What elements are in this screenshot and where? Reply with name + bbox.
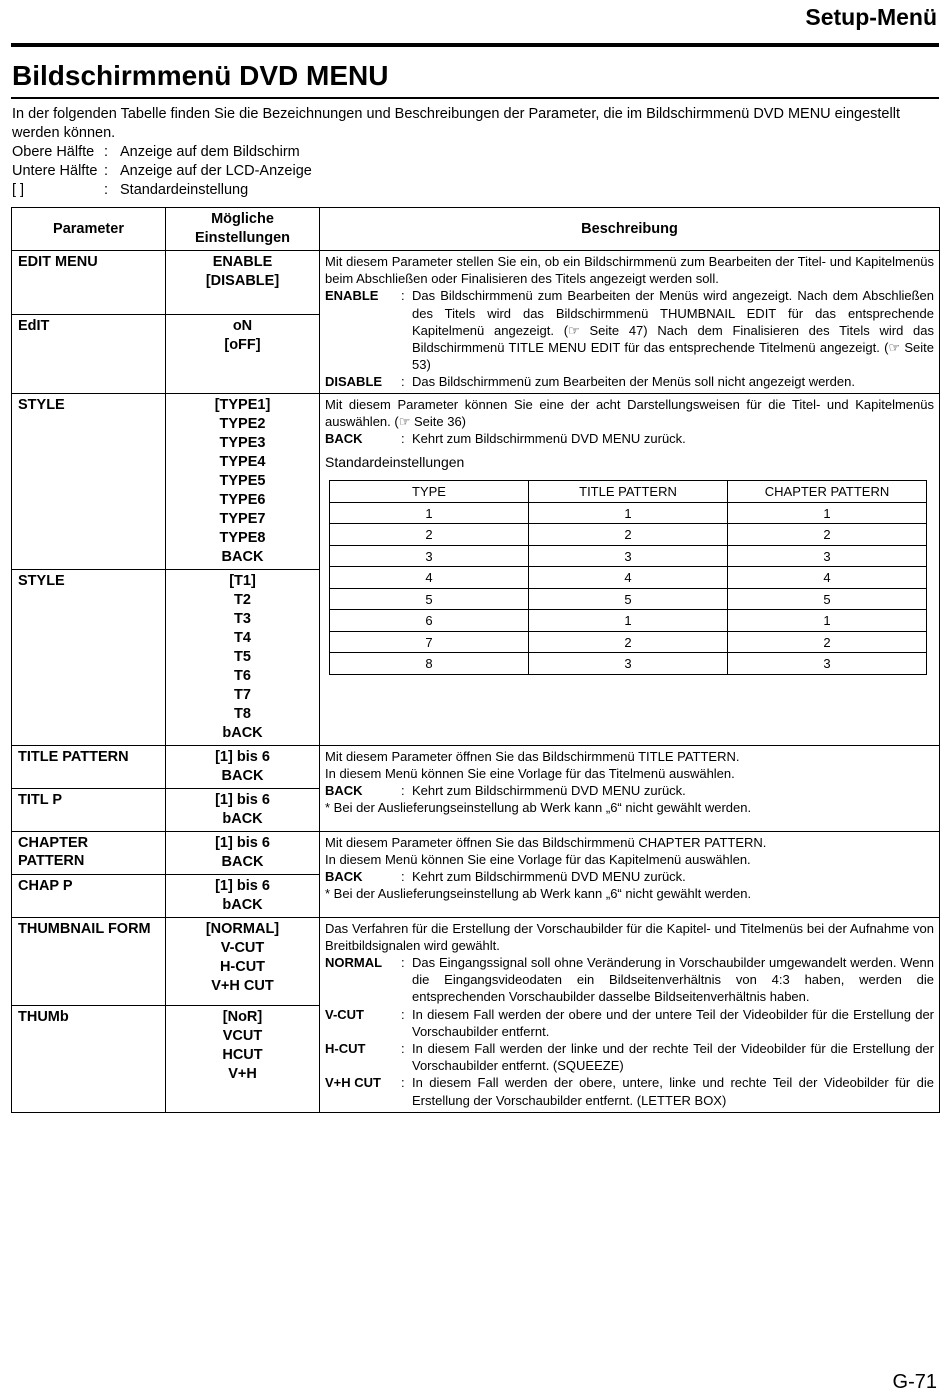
defaults-cell: 4 [728,567,927,589]
setting-option: bACK [222,896,263,913]
defaults-row [330,567,927,589]
defaults-label: Standardeinstellungen [325,454,465,471]
table-row [12,251,940,315]
item-text: In diesem Fall werden der linke und der rechte Teil der Videobilder für die Erstellung der Vorschaubilder entfernt. (SQUEEZE) [412,1041,934,1074]
description-note: * Bei der Auslieferungseinstellung ab Werk kann „6“ nicht gewählt werden. [325,800,752,816]
header-parameter: Parameter [12,208,166,251]
description-line: Mit diesem Parameter öffnen Sie das Bildschirmmenü TITLE PATTERN. [325,748,740,764]
setting-option: [T1] [229,572,256,589]
section-title: Setup-Menü [805,4,937,30]
defaults-cell: 2 [529,631,728,653]
item-text: In diesem Fall werden der obere und der untere Teil der Videobilder für die Erstellung der Vorschaubilder entfernt. [412,1006,934,1039]
settings-lcd [166,874,320,917]
settings-lcd [166,788,320,831]
table-row [12,745,940,788]
defaults-cell: 3 [728,653,927,675]
description-chapter-pattern [320,831,940,917]
header-rule [11,43,939,47]
item-key: V+H CUT [325,1075,381,1091]
legend-key: [ ] [12,182,25,198]
defaults-cell: 4 [529,567,728,589]
param-lcd: EdIT [12,315,166,393]
header-settings [166,208,320,251]
setting-option: ENABLE [212,254,273,270]
settings-lcd [166,1005,320,1112]
header-settings-line: Einstellungen [194,230,291,246]
setting-option: oN [232,318,253,335]
item-text: In diesem Fall werden der obere, untere, linke und rechte Teil der Videobilder für die Erstellung der Vorschaubilder entfernt. (LETTER BOX) [412,1075,934,1108]
defaults-cell: 1 [330,502,529,524]
setting-option: BACK [221,767,264,784]
setting-option: V-CUT [220,939,265,956]
setting-option: [1] bis 6 [215,748,270,765]
defaults-row [330,653,927,675]
setting-option: TYPE2 [219,415,266,432]
legend-sep: : [104,163,109,179]
setting-option: [1] bis 6 [215,877,270,894]
setting-option: T5 [234,648,251,665]
param-screen: TITLE PATTERN [12,745,166,788]
defaults-cell: 5 [529,588,728,610]
param-lcd: STYLE [12,569,166,745]
description-item: NORMAL : Das Eingangssignal soll ohne Veränderung in Vorschaubilder umgewandelt werden. Wenn die Eingangsvideodaten ein Bildseitenverhältnis von 4:3 haben, werden die entsprechenden Vorschaubilder dasselbe Bildseitenverhältnis haben. [325,955,934,1005]
defaults-row [330,524,927,546]
defaults-cell: 3 [728,545,927,567]
settings-screen [166,393,320,569]
settings-screen [166,251,320,315]
setting-option: [TYPE1] [214,396,271,413]
defaults-header: TITLE PATTERN [529,481,728,503]
legend-value: Anzeige auf der LCD-Anzeige [120,163,312,179]
description-item: BACK : Kehrt zum Bildschirmmenü DVD MENU zurück. [325,868,934,885]
setting-option: bACK [222,724,263,741]
param-lcd: THUMb [12,1005,166,1112]
setting-option: V+H CUT [211,977,274,994]
header-settings-line: Mögliche [211,211,274,227]
table-row [12,393,940,569]
item-key: BACK [325,869,363,885]
legend-value: Anzeige auf dem Bildschirm [120,144,300,160]
param-screen: EDIT MENU [12,251,166,315]
description-line: Mit diesem Parameter öffnen Sie das Bildschirmmenü CHAPTER PATTERN. [325,834,767,850]
settings-screen [166,917,320,1005]
description-title-pattern [320,745,940,831]
setting-option: TYPE4 [219,453,266,470]
defaults-row [330,631,927,653]
defaults-cell: 8 [330,653,529,675]
defaults-cell: 3 [529,545,728,567]
description-item: H-CUT : In diesem Fall werden der linke und der rechte Teil der Videobilder für die Erstellung der Vorschaubilder entfernt. (SQUEEZE) [325,1041,934,1074]
description-edit-menu [320,251,940,394]
item-key: BACK [325,431,363,447]
defaults-cell: 5 [330,588,529,610]
defaults-cell: 1 [529,502,728,524]
defaults-header: TYPE [330,481,529,503]
item-text: Das Bildschirmmenü zum Bearbeiten der Menüs wird angezeigt. Nach dem Abschließen des Titels wird das Bildschirmmenü THUMBNAIL EDIT für das entsprechende Kapitelmenü angezeigt. (☞ Seite 47) Nach dem Finalisieren des Titels wird das Bildschirmmenü TITLE MENU EDIT für das entsprechende Titelmenü angezeigt. (☞ Seite 53) [412,288,934,373]
defaults-cell: 4 [330,567,529,589]
setting-option: VCUT [222,1027,263,1044]
setting-option: TYPE8 [219,529,266,546]
setting-option: [NORMAL] [205,920,280,937]
param-screen-line: PATTERN [18,852,85,869]
param-lcd: TITL P [12,788,166,831]
defaults-cell: 6 [330,610,529,632]
defaults-cell: 5 [728,588,927,610]
item-key: ENABLE [325,288,379,304]
setting-option: V+H [228,1065,257,1082]
setting-option: T4 [234,629,251,646]
item-key: NORMAL [325,955,383,971]
legend-key: Untere Hälfte [12,163,98,179]
legend-key: Obere Hälfte [12,144,95,160]
item-text: Kehrt zum Bildschirmmenü DVD MENU zurück. [412,431,686,447]
description-style [320,393,940,745]
item-key: DISABLE [325,374,383,390]
defaults-body [330,502,927,674]
setting-option: [1] bis 6 [215,834,270,851]
description-text: Das Verfahren für die Erstellung der Vorschaubilder für die Kapitel- und Titelmenüs bei der Aufnahme von Breitbildsignalen wird gewählt. [325,920,934,953]
defaults-cell: 1 [728,610,927,632]
table-header-row [12,208,940,251]
defaults-cell: 1 [728,502,927,524]
item-key: BACK [325,783,363,799]
setting-option: [DISABLE] [205,273,280,289]
param-screen: STYLE [12,393,166,569]
intro-paragraph [12,105,938,143]
setting-option: TYPE6 [219,491,266,508]
defaults-header-row [330,481,927,503]
description-item: DISABLE : Das Bildschirmmenü zum Bearbeiten der Menüs soll nicht angezeigt werden. [325,373,934,390]
item-text: Das Eingangssignal soll ohne Veränderung in Vorschaubilder umgewandelt werden. Wenn die Eingangsvideodaten ein Bildseitenverhältnis von 4:3 haben, werden die entsprechenden Vorschaubilder dasselbe Bildseitenverhältnis haben. [412,955,934,1005]
setting-option: T2 [234,591,251,608]
defaults-table [329,480,927,675]
defaults-row [330,545,927,567]
setting-option: BACK [221,853,264,870]
description-note: * Bei der Auslieferungseinstellung ab Werk kann „6“ nicht gewählt werden. [325,886,752,902]
description-item: V+H CUT : In diesem Fall werden der obere, untere, linke und rechte Teil der Videobilder für die Erstellung der Vorschaubilder entfernt. (LETTER BOX) [325,1075,934,1108]
description-item: V-CUT : In diesem Fall werden der obere und der untere Teil der Videobilder für die Erstellung der Vorschaubilder entfernt. [325,1006,934,1039]
item-text: Kehrt zum Bildschirmmenü DVD MENU zurück. [412,869,686,885]
page-title: Bildschirmmenü DVD MENU [12,60,389,91]
defaults-cell: 7 [330,631,529,653]
table-row [12,831,940,874]
description-item: ENABLE : Das Bildschirmmenü zum Bearbeiten der Menüs wird angezeigt. Nach dem Abschließen des Titels wird das Bildschirmmenü THUMBNAIL EDIT für das entsprechende Kapitelmenü angezeigt. (☞ Seite 47) Nach dem Finalisieren des Titels wird das Bildschirmmenü TITLE MENU EDIT für das entsprechende Titelmenü angezeigt. (☞ Seite 53) [325,288,934,373]
setting-option: T7 [234,686,251,703]
settings-screen [166,831,320,874]
defaults-row [330,588,927,610]
header-description: Beschreibung [320,208,940,251]
param-lcd: CHAP P [12,874,166,917]
defaults-cell: 2 [728,524,927,546]
table-row [12,917,940,1005]
setting-option: BACK [221,548,264,565]
setting-option: HCUT [222,1046,263,1063]
defaults-cell: 2 [529,524,728,546]
description-line: In diesem Menü können Sie eine Vorlage für das Kapitelmenü auswählen. [325,851,751,867]
setting-option: T6 [234,667,251,684]
param-screen [12,831,166,874]
setting-option: [NoR] [222,1008,263,1025]
parameter-table [11,207,940,1113]
setting-option: TYPE5 [219,472,266,489]
setting-option: bACK [222,810,263,827]
defaults-row [330,502,927,524]
setting-option: H-CUT [219,958,266,975]
settings-lcd [166,569,320,745]
legend-value: Standardeinstellung [120,182,249,198]
description-text: Mit diesem Parameter stellen Sie ein, ob ein Bildschirmmenü zum Bearbeiten der Titel- und Kapitelmenüs beim Abschließen oder Finalisieren des Titels angezeigt werden soll. [325,254,934,287]
description-thumbnail-form [320,917,940,1112]
setting-option: T8 [234,705,251,722]
page-number: G-71 [892,1371,937,1393]
item-text: Das Bildschirmmenü zum Bearbeiten der Menüs soll nicht angezeigt werden. [412,374,855,390]
description-text: Mit diesem Parameter können Sie eine der acht Darstellungsweisen für die Titel- und Kapitelmenüs auswählen. (☞ Seite 36) [325,396,934,429]
legend-sep: : [104,182,109,198]
defaults-cell: 3 [529,653,728,675]
intro-text: In der folgenden Tabelle finden Sie die Bezeichnungen und Beschreibungen der Parameter, die im Bildschirmmenü DVD MENU eingestellt werden können. [12,106,900,141]
setting-option: TYPE7 [219,510,266,527]
settings-screen [166,745,320,788]
defaults-cell: 1 [529,610,728,632]
description-item: BACK : Kehrt zum Bildschirmmenü DVD MENU zurück. [325,430,934,447]
title-rule [11,97,939,99]
item-key: H-CUT [325,1041,366,1057]
setting-option: TYPE3 [219,434,266,451]
setting-option: [1] bis 6 [215,791,270,808]
settings-lcd [166,315,320,393]
defaults-cell: 2 [330,524,529,546]
setting-option: T3 [234,610,251,627]
defaults-row [330,610,927,632]
legend-sep: : [104,144,109,160]
description-line: In diesem Menü können Sie eine Vorlage für das Titelmenü auswählen. [325,765,735,781]
defaults-cell: 2 [728,631,927,653]
param-screen: THUMBNAIL FORM [12,917,166,1005]
setting-option: [oFF] [224,337,261,354]
defaults-cell: 3 [330,545,529,567]
item-text: Kehrt zum Bildschirmmenü DVD MENU zurück. [412,783,686,799]
defaults-header: CHAPTER PATTERN [728,481,927,503]
item-key: V-CUT [325,1006,364,1022]
description-item: BACK : Kehrt zum Bildschirmmenü DVD MENU zurück. [325,782,934,799]
param-screen-line: CHAPTER [18,834,89,851]
